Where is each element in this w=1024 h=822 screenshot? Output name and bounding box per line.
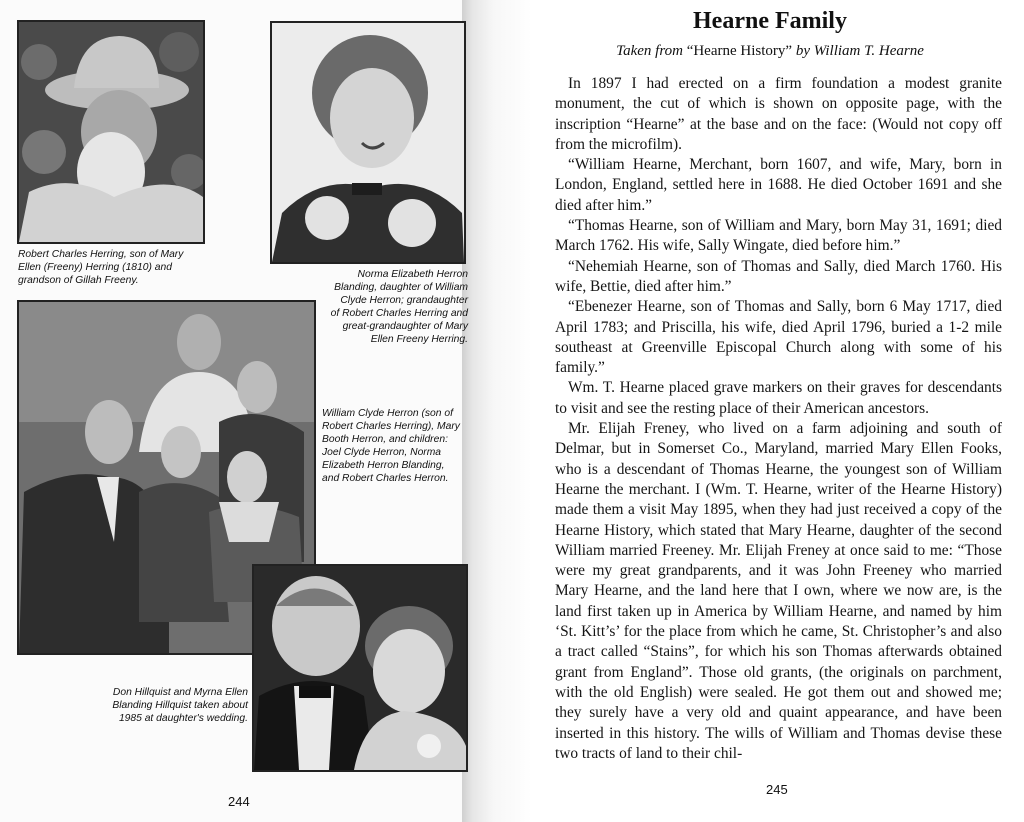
subtitle-source: “Hearne History” (686, 43, 793, 59)
paragraph: “William Hearne, Merchant, born 1607, and wife, Mary, born in London, England, settled here in 1688. He died October 1691 and she died after him.” (555, 156, 1002, 214)
photo-norma-elizabeth-herron-blanding (270, 21, 466, 264)
caption-hillquist-wedding: Don Hillquist and Myrna Ellen Blanding Hillquist taken about 1985 at daughter's wedding. (112, 687, 248, 724)
paragraph: “Thomas Hearne, son of William and Mary, born May 31, 1691; died March 1762. His wife, Sally Wingate, died before him.” (555, 217, 1002, 255)
paragraph: Mr. Elijah Freney, who lived on a farm adjoining and south of Delmar, but in Somerset Co., Maryland, married Mary Ellen Fooks, who is a descendant of Thomas Hearne, the youngest son of William Hearne the merchant. I (Wm. T. Hearne, writer of the Hearne History) made them a visit May 1895, when they had just received a copy of the Hearne History, which stated that Mary Hearne, daughter of the second William married Freeney. Mr. Elijah Freney at once said to me: “Those were my great grandparents, and it was John Freeney who married Mary Hearne, and the land here that I own, where we now are, is the land first taken up in America by William Hearne, and named by him ‘St. Kitt’s’ for the place from which he came, St. Christopher’s and also a tract called “Stains”, for which his son Thomas afterwards obtained grant from England”. Those old grants, (the originals on parchment, with the old English) were sealed. He got them out and showed me; they surely have a very old and quaint appearance, and have been inserted in this history. The wills of William and Thomas devise these two tracts of land to their chil- (555, 420, 1002, 762)
subtitle-prefix: Taken from (616, 43, 683, 59)
paragraph: In 1897 I had erected on a firm foundation a modest granite monument, the cut of which is shown on opposite page, with the inscription “Hearne” at the base and on the face: (Would not copy off from the microfilm). (555, 75, 1002, 153)
article-body (555, 74, 1002, 764)
paragraph: “Nehemiah Hearne, son of Thomas and Sally, died March 1760. His wife, Bettie, died after him.” (555, 257, 1002, 295)
paragraph: Wm. T. Hearne placed grave markers on their graves for descendants to visit and see the resting place of their American ancestors. (555, 379, 1002, 417)
portrait-smiling-woman-icon (272, 23, 464, 262)
page-number-left: 244 (228, 794, 250, 809)
caption-herron-family-group: William Clyde Herron (son of Robert Charles Herring), Mary Booth Herron, and children: Joel Clyde Herron, Norma Elizabeth Herron Blanding, and Robert Charles Herron. (322, 408, 460, 484)
paragraph: “Ebenezer Hearne, son of Thomas and Sally, born 6 May 1717, died April 1783; and Priscilla, his wife, died April 1796, buried a 1-2 mile southeast at Greenville Episcopal Church along with some of his family.” (555, 298, 1002, 377)
portrait-old-man-hat-icon (19, 22, 203, 242)
photo-hillquist-wedding (252, 564, 468, 772)
photo-robert-charles-herring (17, 20, 205, 244)
subtitle-author: by William T. Hearne (795, 43, 924, 59)
book-gutter (462, 0, 532, 822)
caption-robert-charles-herring: Robert Charles Herring, son of Mary Ellen (Freeny) Herring (1810) and grandson of Gillah Freeny. (18, 249, 184, 286)
page-subtitle (560, 43, 980, 60)
caption-norma-elizabeth-herron-blanding: Norma Elizabeth Herron Blanding, daughter of William Clyde Herron; grandaughter of Robert Charles Herring and great-grandaughter of Mary Ellen Freeny Herring. (330, 269, 468, 345)
page-number-right: 245 (766, 782, 788, 797)
portrait-wedding-couple-icon (254, 566, 466, 770)
page-title: Hearne Family (693, 8, 847, 34)
